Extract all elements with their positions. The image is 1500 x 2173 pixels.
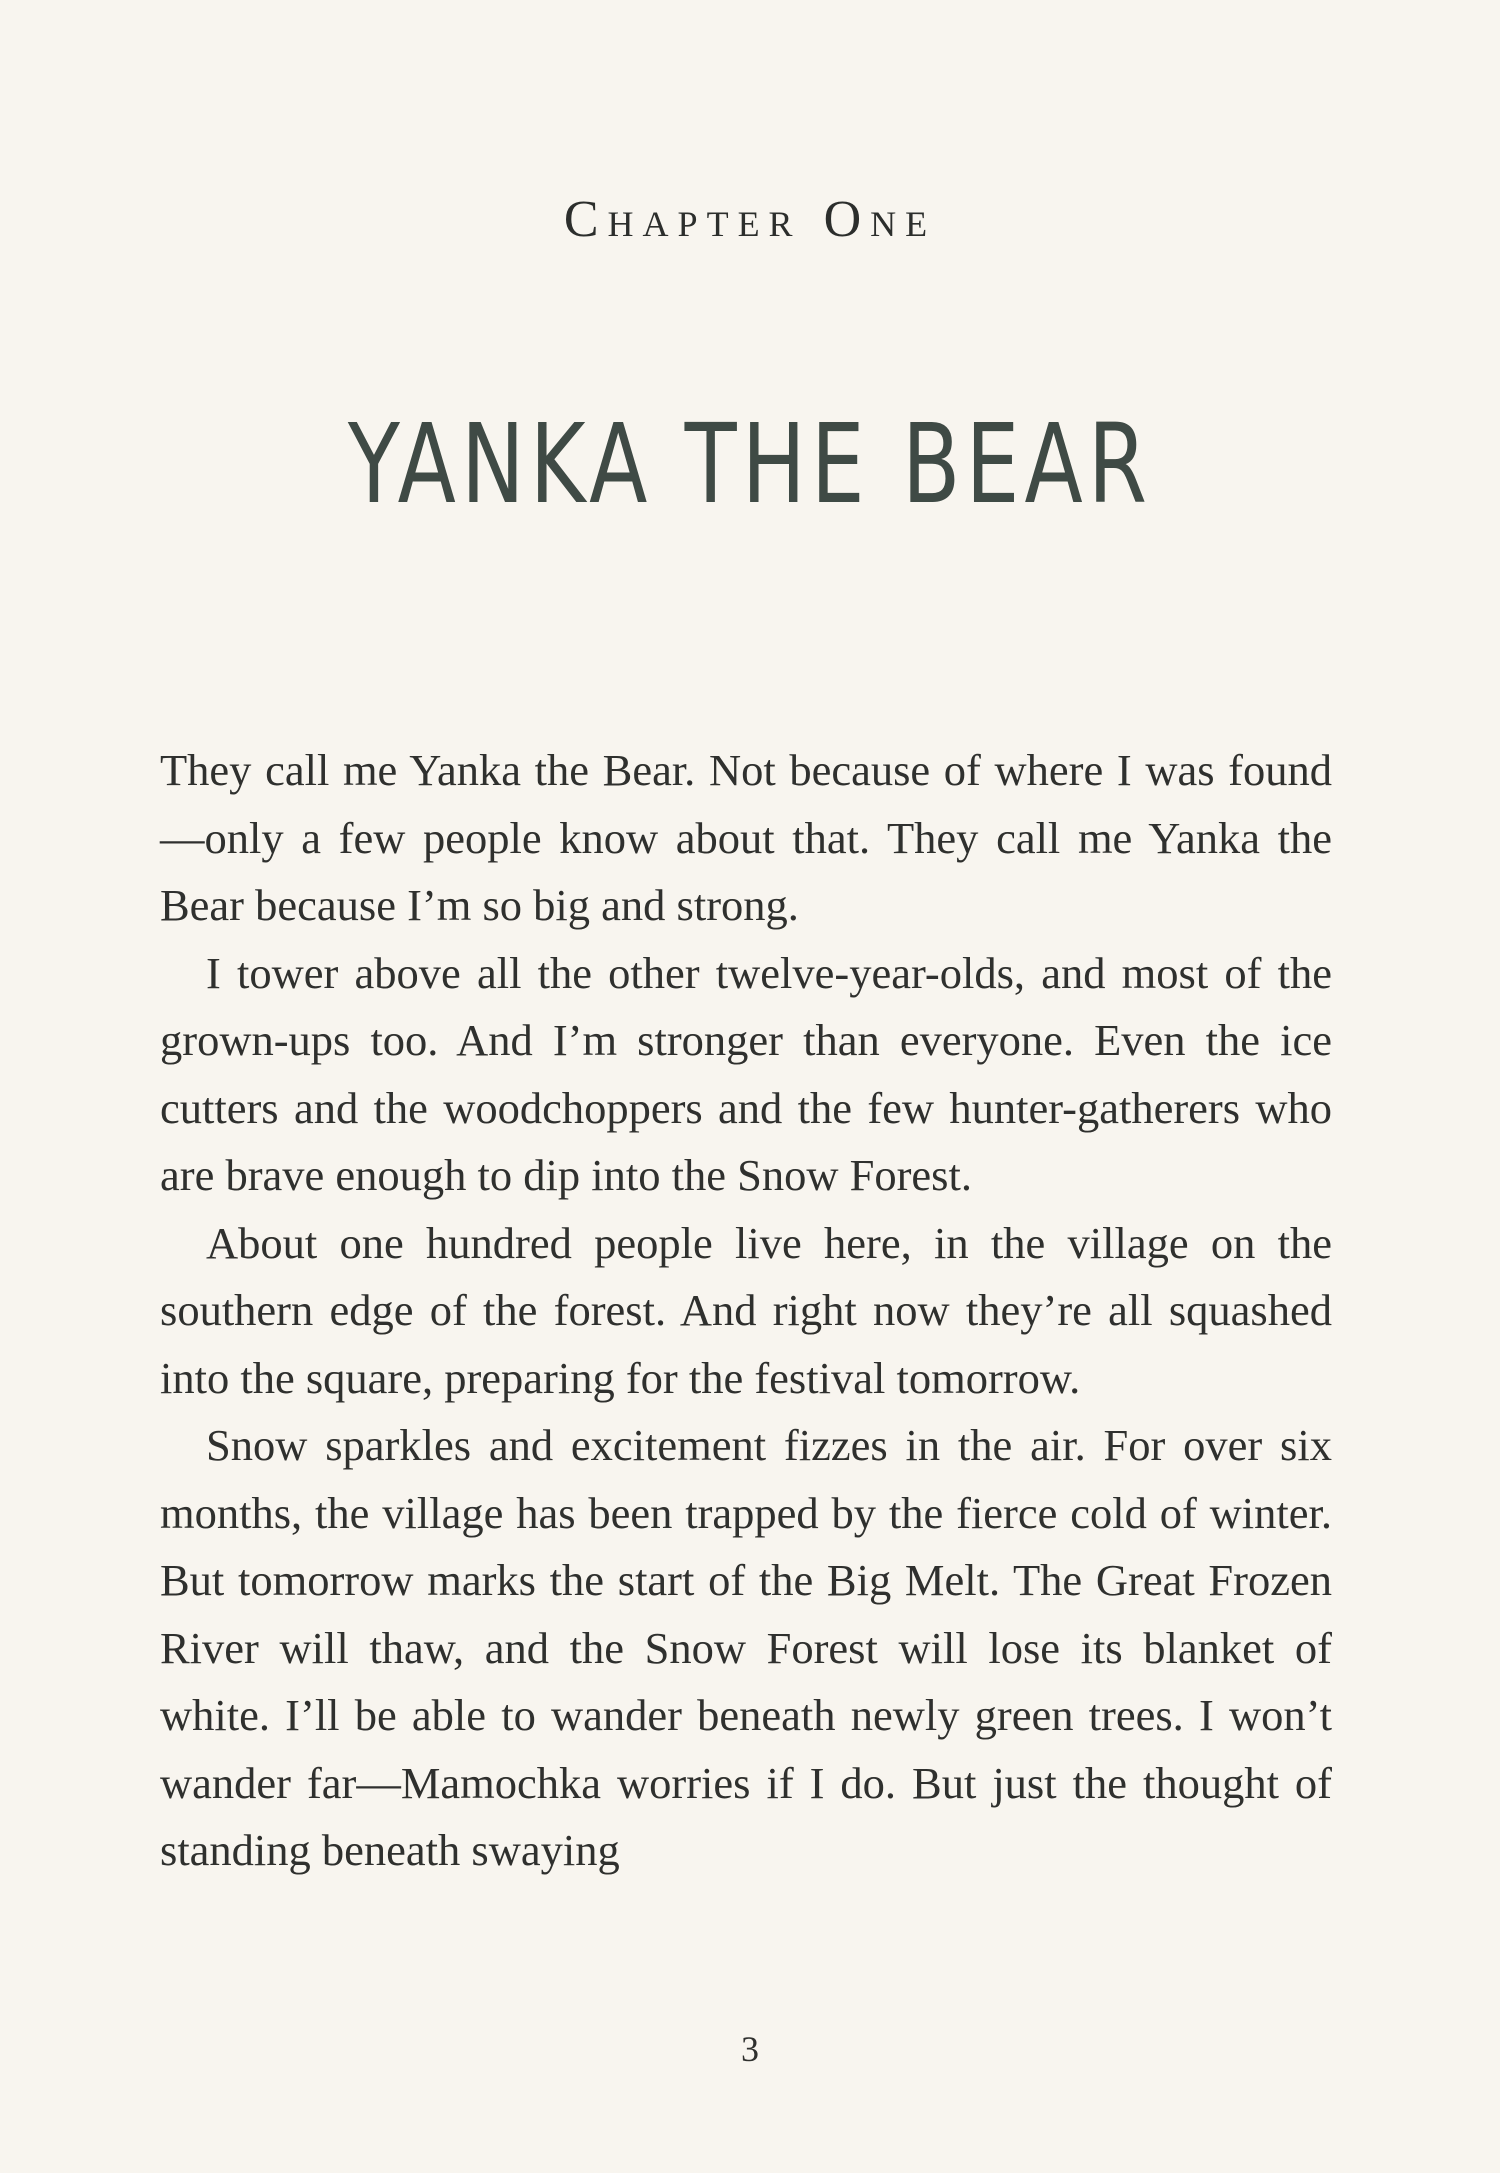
- page-number: 3: [741, 2029, 759, 2069]
- chapter-title: YANKA THE BEAR: [347, 400, 1153, 528]
- paragraph: They call me Yanka the Bear. Not because of where I was found—only a few people know about that. They call me Yanka the Bear because I’m so big and strong.: [160, 745, 1332, 930]
- paragraph: I tower above all the other twelve-year-olds, and most of the grown-ups too. And I’m stronger than everyone. Even the ice cutters and the woodchoppers and the few hunter-gatherers who are brave enough to dip into the Snow Forest.: [160, 947, 1332, 1200]
- paragraph: About one hundred people live here, in the village on the southern edge of the forest. And right now they’re all squashed into the square, preparing for the festival tomorrow.: [160, 1217, 1332, 1403]
- chapter-label: Chapter One: [563, 191, 937, 248]
- body-text: [160, 737, 1332, 1885]
- paragraph: Snow sparkles and excitement fizzes in the air. For over six months, the village has been trapped by the fierce cold of winter. But tomorrow marks the start of the Big Melt. The Great Frozen River will thaw, and the Snow Forest will lose its blanket of white. I’ll be able to wander beneath newly green trees. I won’t wander far—Mamochka worries if I do. But just the thought of standing beneath swaying: [160, 1420, 1332, 1875]
